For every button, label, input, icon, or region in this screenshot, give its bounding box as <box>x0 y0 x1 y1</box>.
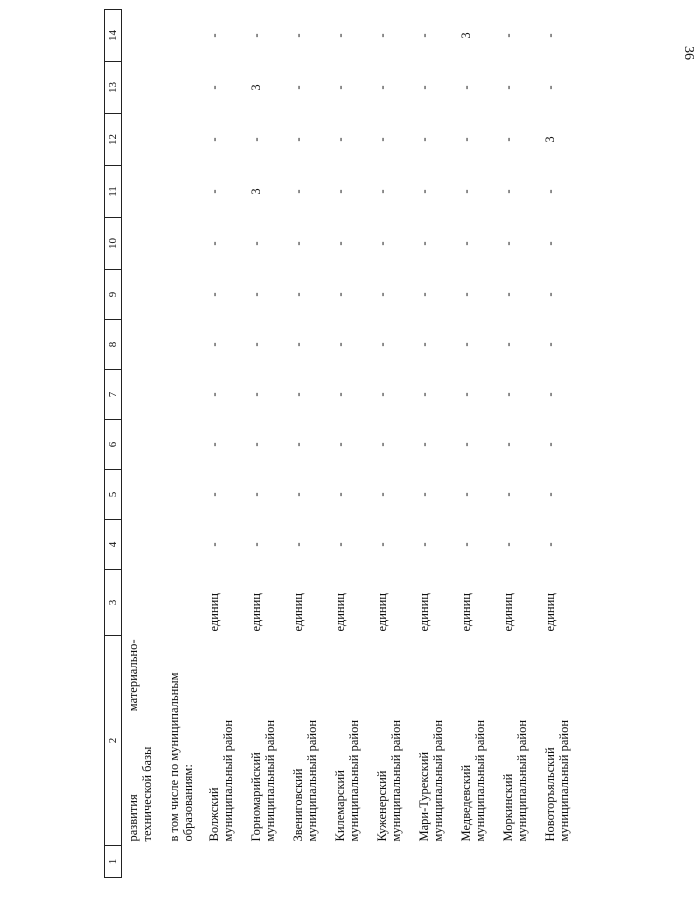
value-cell-col-13: - <box>543 85 557 90</box>
intro-row-1 <box>122 10 164 878</box>
value-cell-col-4: - <box>459 542 473 547</box>
value-cell-col-12: 3 <box>543 136 557 143</box>
value-cell-col-8: - <box>417 342 431 347</box>
column-number-11: 11 <box>105 166 122 218</box>
value-cell-col-11: - <box>375 189 389 194</box>
value-cell-col-7: - <box>543 392 557 397</box>
column-number-3: 3 <box>105 570 122 636</box>
column-number-8: 8 <box>105 320 122 370</box>
district-name-line-1: Волжский <box>207 787 221 842</box>
table-row <box>456 10 498 878</box>
value-cell-col-11: - <box>543 189 557 194</box>
value-cell-col-6: - <box>333 442 347 447</box>
unit-cell: единиц <box>207 592 221 632</box>
value-cell-col-14: - <box>249 33 263 38</box>
value-cell-col-9: - <box>501 292 515 297</box>
column-number-5: 5 <box>105 470 122 520</box>
value-cell-col-12: - <box>333 137 347 142</box>
value-cell-col-13: - <box>417 85 431 90</box>
district-name-line-1: Звениговский <box>291 768 305 842</box>
value-cell-col-11: - <box>459 189 473 194</box>
district-name-line-1: Горномарийский <box>249 752 263 842</box>
value-cell-col-13: - <box>375 85 389 90</box>
value-cell-col-7: - <box>459 392 473 397</box>
district-name-line-1: Мари-Турекский <box>417 751 431 842</box>
table-row <box>204 10 246 878</box>
value-cell-col-12: - <box>459 137 473 142</box>
value-cell-col-4: - <box>501 542 515 547</box>
intro-line-1-left: развития <box>126 794 140 842</box>
table-row <box>288 10 330 878</box>
district-name <box>204 636 246 846</box>
district-name-line-2: муниципальный район <box>515 719 529 842</box>
unit-cell: единиц <box>459 592 473 632</box>
value-cell-col-5: - <box>207 492 221 497</box>
rotated-table-wrapper <box>104 18 571 878</box>
value-cell-col-14: - <box>375 33 389 38</box>
district-name <box>372 636 414 846</box>
column-number-9: 9 <box>105 270 122 320</box>
value-cell-col-8: - <box>375 342 389 347</box>
district-name-line-1: Моркинский <box>501 773 515 842</box>
column-number-7: 7 <box>105 370 122 420</box>
value-cell-col-12: - <box>417 137 431 142</box>
value-cell-col-10: - <box>543 241 557 246</box>
table-row <box>372 10 414 878</box>
column-number-2: 2 <box>105 636 122 846</box>
value-cell-col-14: - <box>291 33 305 38</box>
value-cell-col-13: - <box>459 85 473 90</box>
value-cell-col-5: - <box>375 492 389 497</box>
value-cell-col-4: - <box>417 542 431 547</box>
value-cell-col-12: - <box>375 137 389 142</box>
value-cell-col-12: - <box>291 137 305 142</box>
value-cell-col-5: - <box>459 492 473 497</box>
value-cell-col-13: - <box>291 85 305 90</box>
value-cell-col-7: - <box>375 392 389 397</box>
value-cell-col-14: - <box>333 33 347 38</box>
value-cell-col-14: - <box>543 33 557 38</box>
column-number-4: 4 <box>105 520 122 570</box>
value-cell-col-4: - <box>543 542 557 547</box>
value-cell-col-6: - <box>249 442 263 447</box>
value-cell-col-11: - <box>207 189 221 194</box>
district-name-line-1: Новоторъяльский <box>543 747 557 842</box>
intro-text-1 <box>122 636 164 846</box>
indicator-table <box>104 9 582 878</box>
intro-line-2: технической базы <box>140 746 154 842</box>
value-cell-col-6: - <box>459 442 473 447</box>
value-cell-col-11: - <box>291 189 305 194</box>
table-row <box>498 10 540 878</box>
unit-cell: единиц <box>291 592 305 632</box>
value-cell-col-11: - <box>501 189 515 194</box>
value-cell-col-12: - <box>249 137 263 142</box>
district-name-line-2: муниципальный район <box>347 719 361 842</box>
value-cell-col-13: - <box>501 85 515 90</box>
unit-cell: единиц <box>501 592 515 632</box>
value-cell-col-9: - <box>543 292 557 297</box>
table-row <box>540 10 582 878</box>
column-number-1: 1 <box>105 846 122 878</box>
value-cell-col-6: - <box>543 442 557 447</box>
district-name <box>456 636 498 846</box>
value-cell-col-6: - <box>501 442 515 447</box>
value-cell-col-6: - <box>417 442 431 447</box>
value-cell-col-9: - <box>249 292 263 297</box>
district-name <box>540 636 582 846</box>
unit-cell: единиц <box>249 592 263 632</box>
district-name <box>498 636 540 846</box>
district-name-line-2: муниципальный район <box>263 719 277 842</box>
value-cell-col-12: - <box>501 137 515 142</box>
value-cell-col-14: - <box>501 33 515 38</box>
intro-line-4: образованиям: <box>181 764 195 842</box>
district-name-line-2: муниципальный район <box>221 719 235 842</box>
value-cell-col-11: - <box>417 189 431 194</box>
page-number: 36 <box>681 46 696 60</box>
district-name <box>288 636 330 846</box>
value-cell-col-14: 3 <box>459 32 473 39</box>
value-cell-col-4: - <box>333 542 347 547</box>
value-cell-col-7: - <box>417 392 431 397</box>
value-cell-col-9: - <box>207 292 221 297</box>
value-cell-col-5: - <box>249 492 263 497</box>
value-cell-col-5: - <box>543 492 557 497</box>
unit-cell: единиц <box>417 592 431 632</box>
column-number-10: 10 <box>105 218 122 270</box>
table-row <box>414 10 456 878</box>
value-cell-col-4: - <box>291 542 305 547</box>
value-cell-col-9: - <box>375 292 389 297</box>
value-cell-col-7: - <box>501 392 515 397</box>
district-name-line-2: муниципальный район <box>389 719 403 842</box>
value-cell-col-5: - <box>417 492 431 497</box>
value-cell-col-10: - <box>417 241 431 246</box>
district-name-line-2: муниципальный район <box>431 719 445 842</box>
district-name-line-1: Куженерский <box>375 770 389 842</box>
value-cell-col-11: - <box>333 189 347 194</box>
table-row <box>246 10 288 878</box>
value-cell-col-8: - <box>543 342 557 347</box>
value-cell-col-4: - <box>375 542 389 547</box>
value-cell-col-11: 3 <box>249 188 263 195</box>
district-name-line-1: Килемарский <box>333 770 347 842</box>
value-cell-col-8: - <box>207 342 221 347</box>
value-cell-col-7: - <box>207 392 221 397</box>
value-cell-col-13: - <box>333 85 347 90</box>
value-cell-col-4: - <box>207 542 221 547</box>
column-number-6: 6 <box>105 420 122 470</box>
column-number-13: 13 <box>105 62 122 114</box>
value-cell-col-10: - <box>333 241 347 246</box>
header-row <box>105 10 122 878</box>
value-cell-col-8: - <box>291 342 305 347</box>
intro-row-2 <box>163 10 204 878</box>
value-cell-col-14: - <box>417 33 431 38</box>
value-cell-col-14: - <box>207 33 221 38</box>
value-cell-col-7: - <box>291 392 305 397</box>
column-number-14: 14 <box>105 10 122 62</box>
value-cell-col-10: - <box>291 241 305 246</box>
district-name <box>414 636 456 846</box>
value-cell-col-9: - <box>291 292 305 297</box>
value-cell-col-9: - <box>417 292 431 297</box>
unit-cell: единиц <box>375 592 389 632</box>
value-cell-col-8: - <box>501 342 515 347</box>
value-cell-col-10: - <box>501 241 515 246</box>
column-number-12: 12 <box>105 114 122 166</box>
intro-text-2 <box>163 636 204 846</box>
value-cell-col-9: - <box>459 292 473 297</box>
value-cell-col-8: - <box>333 342 347 347</box>
value-cell-col-10: - <box>207 241 221 246</box>
value-cell-col-8: - <box>459 342 473 347</box>
value-cell-col-6: - <box>207 442 221 447</box>
district-name-line-2: муниципальный район <box>557 719 571 842</box>
value-cell-col-6: - <box>375 442 389 447</box>
value-cell-col-6: - <box>291 442 305 447</box>
value-cell-col-8: - <box>249 342 263 347</box>
district-name-line-2: муниципальный район <box>473 719 487 842</box>
district-name <box>330 636 372 846</box>
value-cell-col-10: - <box>375 241 389 246</box>
value-cell-col-7: - <box>333 392 347 397</box>
unit-cell: единиц <box>333 592 347 632</box>
intro-line-1-right: материально- <box>126 639 140 712</box>
district-name-line-2: муниципальный район <box>305 719 319 842</box>
value-cell-col-7: - <box>249 392 263 397</box>
value-cell-col-10: - <box>459 241 473 246</box>
value-cell-col-13: 3 <box>249 84 263 91</box>
district-name <box>246 636 288 846</box>
value-cell-col-12: - <box>207 137 221 142</box>
table-row <box>330 10 372 878</box>
value-cell-col-5: - <box>501 492 515 497</box>
value-cell-col-5: - <box>291 492 305 497</box>
value-cell-col-5: - <box>333 492 347 497</box>
value-cell-col-10: - <box>249 241 263 246</box>
unit-cell: единиц <box>543 592 557 632</box>
intro-line-3: в том числе по муниципальным <box>167 672 181 842</box>
value-cell-col-4: - <box>249 542 263 547</box>
value-cell-col-9: - <box>333 292 347 297</box>
value-cell-col-13: - <box>207 85 221 90</box>
district-name-line-1: Медведевский <box>459 764 473 842</box>
